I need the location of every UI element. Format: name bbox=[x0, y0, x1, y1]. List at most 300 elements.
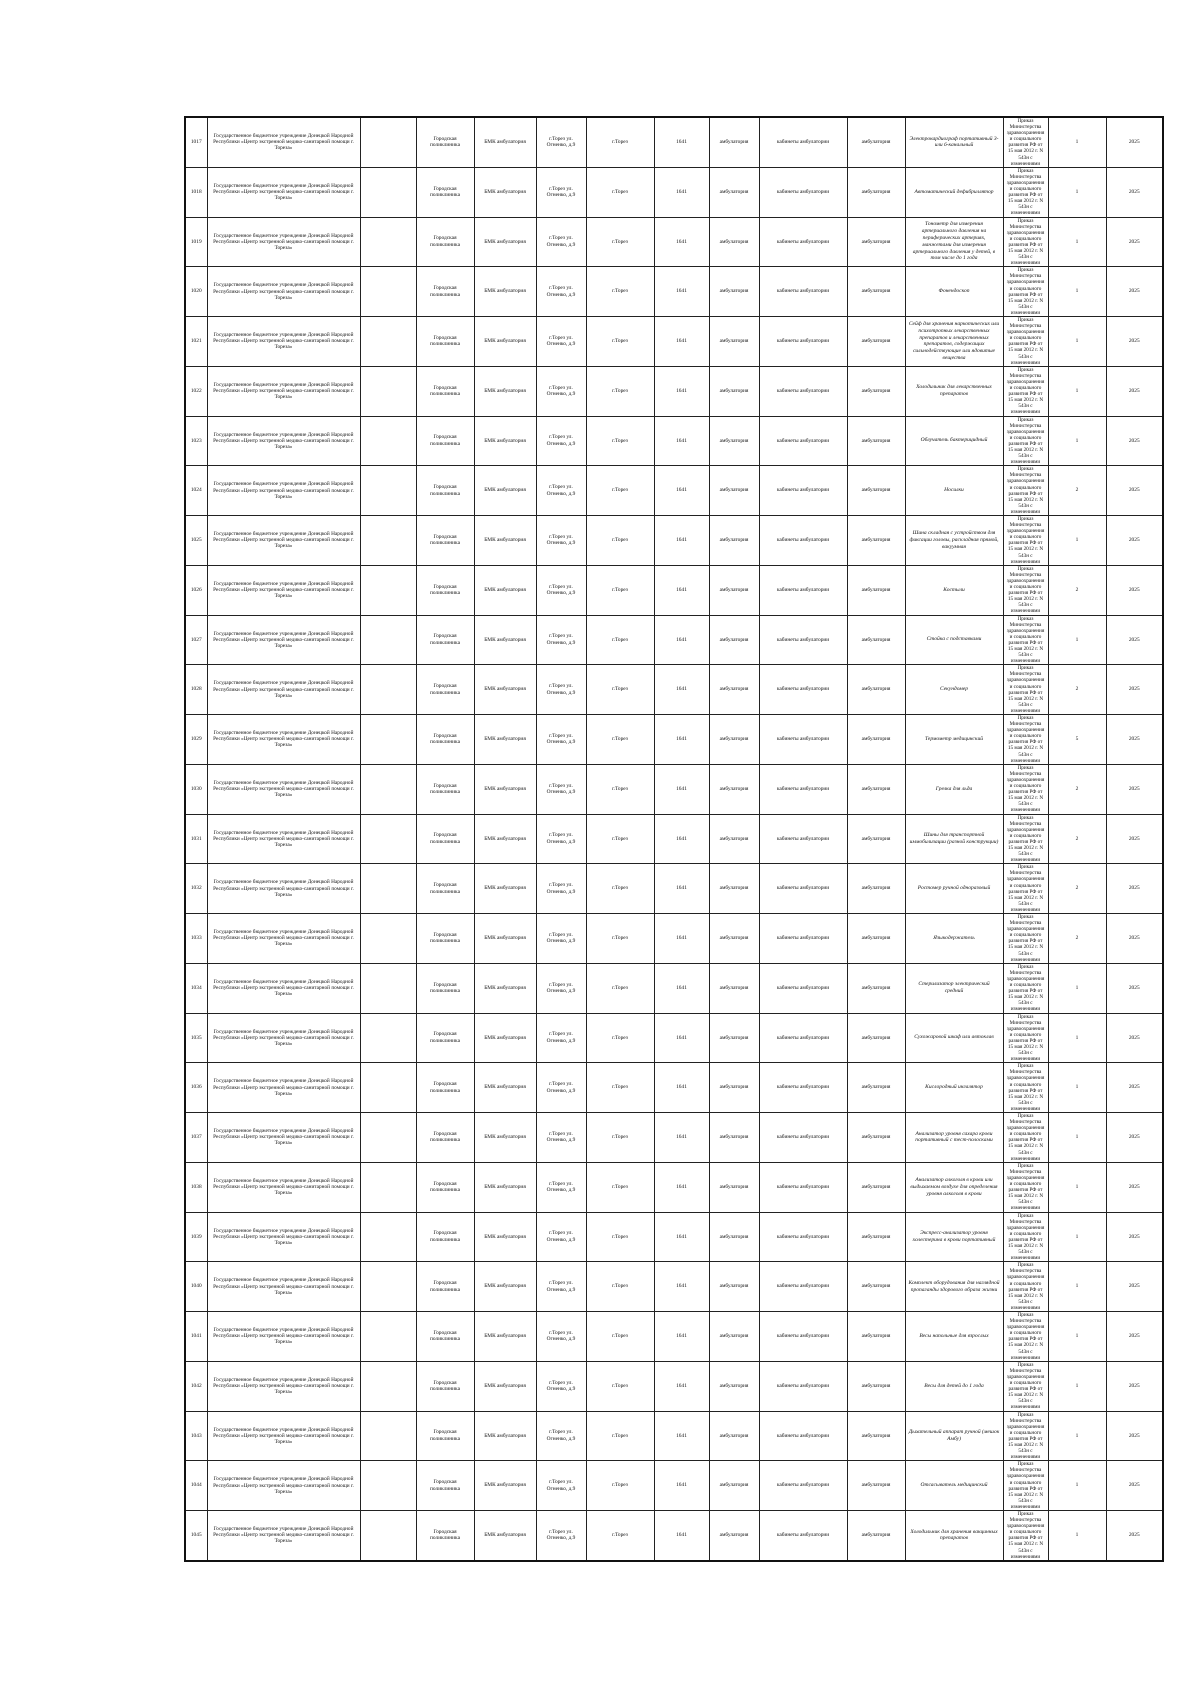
blank-cell bbox=[360, 1411, 416, 1461]
unit2-cell: амбулатория bbox=[847, 167, 905, 217]
norm-document-cell: Приказ Министерства здравоохранения и социального развития РФ от 15 мая 2012 г. N 543н с изменениями bbox=[1003, 1212, 1048, 1262]
city-cell: г.Торез bbox=[586, 317, 654, 367]
year-cell: 2025 bbox=[1106, 914, 1163, 964]
quantity-cell: 1 bbox=[1048, 366, 1106, 416]
unit2-cell: амбулатория bbox=[847, 1411, 905, 1461]
unit2-cell: амбулатория bbox=[847, 317, 905, 367]
district-cell: Городская поликлиника bbox=[416, 1411, 474, 1461]
city-cell: г.Торез bbox=[586, 1511, 654, 1561]
equipment-name: Фонендоскоп bbox=[905, 267, 1003, 317]
equipment-name: Ростомер ручной одноразовый bbox=[905, 864, 1003, 914]
cabinet-cell: кабинеты амбулатории bbox=[759, 1461, 847, 1511]
norm-document-cell: Приказ Министерства здравоохранения и социального развития РФ от 15 мая 2012 г. N 543н с изменениями bbox=[1003, 615, 1048, 665]
blank-cell bbox=[360, 317, 416, 367]
facility-type-cell: БМК амбулатория bbox=[474, 1113, 536, 1163]
blank-cell bbox=[360, 963, 416, 1013]
row-number: 1033 bbox=[185, 914, 207, 964]
equipment-name: Анализатор алкоголя в крови или выдыхаемом воздухе для определения уровня алкоголя в крови bbox=[905, 1162, 1003, 1212]
quantity-cell: 1 bbox=[1048, 167, 1106, 217]
row-number: 1029 bbox=[185, 715, 207, 765]
blank-cell bbox=[360, 1312, 416, 1362]
address-cell: г.Торез ул. Огненко, д.9 bbox=[536, 267, 586, 317]
facility-type-cell: БМК амбулатория bbox=[474, 665, 536, 715]
cabinet-cell: кабинеты амбулатории bbox=[759, 267, 847, 317]
facility-type-cell: БМК амбулатория bbox=[474, 516, 536, 566]
organization-name: Государственное бюджетное учреждение Донецкой Народной Республики «Центр экстренной медико-санитарной помощи г. Тореза» bbox=[207, 1113, 360, 1163]
blank-cell bbox=[360, 1461, 416, 1511]
organization-name: Государственное бюджетное учреждение Донецкой Народной Республики «Центр экстренной медико-санитарной помощи г. Тореза» bbox=[207, 217, 360, 267]
district-cell: Городская поликлиника bbox=[416, 1162, 474, 1212]
unit2-cell: амбулатория bbox=[847, 864, 905, 914]
facility-type-cell: БМК амбулатория bbox=[474, 814, 536, 864]
cabinet-cell: кабинеты амбулатории bbox=[759, 615, 847, 665]
unit-cell: амбулатория bbox=[709, 1361, 759, 1411]
blank-cell bbox=[360, 1262, 416, 1312]
cabinet-cell: кабинеты амбулатории bbox=[759, 1312, 847, 1362]
equipment-name: Сейф для хранения наркотических или психотропных лекарственных препаратов и лекарственных препаратов, содержащих сильнодействующие или ядовитые вещества bbox=[905, 317, 1003, 367]
unit2-cell: амбулатория bbox=[847, 1312, 905, 1362]
row-number: 1044 bbox=[185, 1461, 207, 1511]
city-cell: г.Торез bbox=[586, 764, 654, 814]
city-cell: г.Торез bbox=[586, 167, 654, 217]
blank-cell bbox=[360, 1113, 416, 1163]
district-cell: Городская поликлиника bbox=[416, 1013, 474, 1063]
norm-document-cell: Приказ Министерства здравоохранения и социального развития РФ от 15 мая 2012 г. N 543н с изменениями bbox=[1003, 167, 1048, 217]
blank-cell bbox=[360, 366, 416, 416]
unit-cell: амбулатория bbox=[709, 615, 759, 665]
table-row bbox=[185, 715, 1163, 765]
address-cell: г.Торез ул. Огненко, д.9 bbox=[536, 1312, 586, 1362]
unit-cell: амбулатория bbox=[709, 814, 759, 864]
facility-type-cell: БМК амбулатория bbox=[474, 715, 536, 765]
table-row bbox=[185, 1411, 1163, 1461]
address-cell: г.Торез ул. Огненко, д.9 bbox=[536, 764, 586, 814]
blank-cell bbox=[360, 715, 416, 765]
facility-type-cell: БМК амбулатория bbox=[474, 1162, 536, 1212]
equipment-name: Электрокардиограф портативный 3-или 6-канальный bbox=[905, 117, 1003, 167]
norm-document-cell: Приказ Министерства здравоохранения и социального развития РФ от 15 мая 2012 г. N 543н с изменениями bbox=[1003, 1461, 1048, 1511]
row-number: 1024 bbox=[185, 466, 207, 516]
code-cell: 1641 bbox=[654, 1411, 709, 1461]
code-cell: 1641 bbox=[654, 516, 709, 566]
facility-type-cell: БМК амбулатория bbox=[474, 117, 536, 167]
district-cell: Городская поликлиника bbox=[416, 1113, 474, 1163]
organization-name: Государственное бюджетное учреждение Донецкой Народной Республики «Центр экстренной медико-санитарной помощи г. Тореза» bbox=[207, 1063, 360, 1113]
quantity-cell: 2 bbox=[1048, 466, 1106, 516]
equipment-name: Языкодержатель bbox=[905, 914, 1003, 964]
city-cell: г.Торез bbox=[586, 117, 654, 167]
quantity-cell: 1 bbox=[1048, 1361, 1106, 1411]
unit-cell: амбулатория bbox=[709, 217, 759, 267]
row-number: 1022 bbox=[185, 366, 207, 416]
table-row bbox=[185, 1013, 1163, 1063]
city-cell: г.Торез bbox=[586, 416, 654, 466]
address-cell: г.Торез ул. Огненко, д.9 bbox=[536, 466, 586, 516]
row-number: 1043 bbox=[185, 1411, 207, 1461]
organization-name: Государственное бюджетное учреждение Донецкой Народной Республики «Центр экстренной медико-санитарной помощи г. Тореза» bbox=[207, 1262, 360, 1312]
norm-document-cell: Приказ Министерства здравоохранения и социального развития РФ от 15 мая 2012 г. N 543н с изменениями bbox=[1003, 864, 1048, 914]
city-cell: г.Торез bbox=[586, 1162, 654, 1212]
blank-cell bbox=[360, 1162, 416, 1212]
unit-cell: амбулатория bbox=[709, 764, 759, 814]
quantity-cell: 2 bbox=[1048, 565, 1106, 615]
table-row bbox=[185, 117, 1163, 167]
norm-document-cell: Приказ Министерства здравоохранения и социального развития РФ от 15 мая 2012 г. N 543н с изменениями bbox=[1003, 267, 1048, 317]
facility-type-cell: БМК амбулатория bbox=[474, 864, 536, 914]
district-cell: Городская поликлиника bbox=[416, 366, 474, 416]
equipment-name: Костыли bbox=[905, 565, 1003, 615]
cabinet-cell: кабинеты амбулатории bbox=[759, 217, 847, 267]
address-cell: г.Торез ул. Огненко, д.9 bbox=[536, 665, 586, 715]
code-cell: 1641 bbox=[654, 1312, 709, 1362]
row-number: 1036 bbox=[185, 1063, 207, 1113]
norm-document-cell: Приказ Министерства здравоохранения и социального развития РФ от 15 мая 2012 г. N 543н с изменениями bbox=[1003, 1113, 1048, 1163]
code-cell: 1641 bbox=[654, 864, 709, 914]
cabinet-cell: кабинеты амбулатории bbox=[759, 914, 847, 964]
district-cell: Городская поликлиника bbox=[416, 1262, 474, 1312]
row-number: 1035 bbox=[185, 1013, 207, 1063]
norm-document-cell: Приказ Министерства здравоохранения и социального развития РФ от 15 мая 2012 г. N 543н с изменениями bbox=[1003, 565, 1048, 615]
district-cell: Городская поликлиника bbox=[416, 1461, 474, 1511]
unit-cell: амбулатория bbox=[709, 1411, 759, 1461]
equipment-name: Весы для детей до 1 года bbox=[905, 1361, 1003, 1411]
address-cell: г.Торез ул. Огненко, д.9 bbox=[536, 1411, 586, 1461]
year-cell: 2025 bbox=[1106, 814, 1163, 864]
row-number: 1039 bbox=[185, 1212, 207, 1262]
code-cell: 1641 bbox=[654, 814, 709, 864]
facility-type-cell: БМК амбулатория bbox=[474, 416, 536, 466]
unit-cell: амбулатория bbox=[709, 565, 759, 615]
district-cell: Городская поликлиника bbox=[416, 1212, 474, 1262]
quantity-cell: 1 bbox=[1048, 1212, 1106, 1262]
table-row bbox=[185, 665, 1163, 715]
table-row bbox=[185, 764, 1163, 814]
quantity-cell: 1 bbox=[1048, 1063, 1106, 1113]
unit-cell: амбулатория bbox=[709, 366, 759, 416]
norm-document-cell: Приказ Министерства здравоохранения и социального развития РФ от 15 мая 2012 г. N 543н с изменениями bbox=[1003, 416, 1048, 466]
organization-name: Государственное бюджетное учреждение Донецкой Народной Республики «Центр экстренной медико-санитарной помощи г. Тореза» bbox=[207, 1162, 360, 1212]
equipment-name: Кислородный ингалятор bbox=[905, 1063, 1003, 1113]
city-cell: г.Торез bbox=[586, 665, 654, 715]
cabinet-cell: кабинеты амбулатории bbox=[759, 167, 847, 217]
norm-document-cell: Приказ Министерства здравоохранения и социального развития РФ от 15 мая 2012 г. N 543н с изменениями bbox=[1003, 1411, 1048, 1461]
table-row bbox=[185, 416, 1163, 466]
cabinet-cell: кабинеты амбулатории bbox=[759, 1262, 847, 1312]
quantity-cell: 1 bbox=[1048, 217, 1106, 267]
organization-name: Государственное бюджетное учреждение Донецкой Народной Республики «Центр экстренной медико-санитарной помощи г. Тореза» bbox=[207, 914, 360, 964]
organization-name: Государственное бюджетное учреждение Донецкой Народной Республики «Центр экстренной медико-санитарной помощи г. Тореза» bbox=[207, 764, 360, 814]
code-cell: 1641 bbox=[654, 764, 709, 814]
unit-cell: амбулатория bbox=[709, 665, 759, 715]
year-cell: 2025 bbox=[1106, 1511, 1163, 1561]
city-cell: г.Торез bbox=[586, 963, 654, 1013]
table-row bbox=[185, 366, 1163, 416]
unit2-cell: амбулатория bbox=[847, 1063, 905, 1113]
unit2-cell: амбулатория bbox=[847, 764, 905, 814]
address-cell: г.Торез ул. Огненко, д.9 bbox=[536, 615, 586, 665]
code-cell: 1641 bbox=[654, 1162, 709, 1212]
table-row bbox=[185, 963, 1163, 1013]
district-cell: Городская поликлиника bbox=[416, 416, 474, 466]
district-cell: Городская поликлиника bbox=[416, 516, 474, 566]
row-number: 1037 bbox=[185, 1113, 207, 1163]
facility-type-cell: БМК амбулатория bbox=[474, 167, 536, 217]
table-row bbox=[185, 1312, 1163, 1362]
quantity-cell: 1 bbox=[1048, 1461, 1106, 1511]
city-cell: г.Торез bbox=[586, 1312, 654, 1362]
unit2-cell: амбулатория bbox=[847, 1511, 905, 1561]
city-cell: г.Торез bbox=[586, 864, 654, 914]
year-cell: 2025 bbox=[1106, 1212, 1163, 1262]
year-cell: 2025 bbox=[1106, 1461, 1163, 1511]
cabinet-cell: кабинеты амбулатории bbox=[759, 1361, 847, 1411]
district-cell: Городская поликлиника bbox=[416, 317, 474, 367]
organization-name: Государственное бюджетное учреждение Донецкой Народной Республики «Центр экстренной медико-санитарной помощи г. Тореза» bbox=[207, 715, 360, 765]
year-cell: 2025 bbox=[1106, 366, 1163, 416]
quantity-cell: 1 bbox=[1048, 1411, 1106, 1461]
code-cell: 1641 bbox=[654, 366, 709, 416]
unit2-cell: амбулатория bbox=[847, 1162, 905, 1212]
address-cell: г.Торез ул. Огненко, д.9 bbox=[536, 1063, 586, 1113]
city-cell: г.Торез bbox=[586, 466, 654, 516]
equipment-name: Стойка с подставками bbox=[905, 615, 1003, 665]
blank-cell bbox=[360, 1013, 416, 1063]
facility-type-cell: БМК амбулатория bbox=[474, 764, 536, 814]
facility-type-cell: БМК амбулатория bbox=[474, 1411, 536, 1461]
equipment-name: Холодильник для лекарственных препаратов bbox=[905, 366, 1003, 416]
row-number: 1045 bbox=[185, 1511, 207, 1561]
facility-type-cell: БМК амбулатория bbox=[474, 1511, 536, 1561]
facility-type-cell: БМК амбулатория bbox=[474, 366, 536, 416]
district-cell: Городская поликлиника bbox=[416, 1063, 474, 1113]
code-cell: 1641 bbox=[654, 317, 709, 367]
row-number: 1018 bbox=[185, 167, 207, 217]
organization-name: Государственное бюджетное учреждение Донецкой Народной Республики «Центр экстренной медико-санитарной помощи г. Тореза» bbox=[207, 317, 360, 367]
equipment-name: Облучатель бактерицидный bbox=[905, 416, 1003, 466]
code-cell: 1641 bbox=[654, 1113, 709, 1163]
table-row bbox=[185, 914, 1163, 964]
table-row bbox=[185, 615, 1163, 665]
cabinet-cell: кабинеты амбулатории bbox=[759, 864, 847, 914]
district-cell: Городская поликлиника bbox=[416, 665, 474, 715]
unit-cell: амбулатория bbox=[709, 1113, 759, 1163]
unit2-cell: амбулатория bbox=[847, 117, 905, 167]
unit-cell: амбулатория bbox=[709, 864, 759, 914]
city-cell: г.Торез bbox=[586, 814, 654, 864]
year-cell: 2025 bbox=[1106, 715, 1163, 765]
blank-cell bbox=[360, 267, 416, 317]
year-cell: 2025 bbox=[1106, 516, 1163, 566]
year-cell: 2025 bbox=[1106, 764, 1163, 814]
unit2-cell: амбулатория bbox=[847, 914, 905, 964]
row-number: 1038 bbox=[185, 1162, 207, 1212]
blank-cell bbox=[360, 914, 416, 964]
code-cell: 1641 bbox=[654, 267, 709, 317]
row-number: 1028 bbox=[185, 665, 207, 715]
table-row bbox=[185, 814, 1163, 864]
city-cell: г.Торез bbox=[586, 1411, 654, 1461]
city-cell: г.Торез bbox=[586, 1113, 654, 1163]
equipment-name: Сухожаровой шкаф или автоклав bbox=[905, 1013, 1003, 1063]
district-cell: Городская поликлиника bbox=[416, 914, 474, 964]
unit-cell: амбулатория bbox=[709, 416, 759, 466]
organization-name: Государственное бюджетное учреждение Донецкой Народной Республики «Центр экстренной медико-санитарной помощи г. Тореза» bbox=[207, 1511, 360, 1561]
quantity-cell: 2 bbox=[1048, 814, 1106, 864]
row-number: 1034 bbox=[185, 963, 207, 1013]
equipment-name: Тонометр для измерения артериального давления на периферических артериях, манжетами для измерения артериального давления у детей, в том числе до 1 года bbox=[905, 217, 1003, 267]
unit-cell: амбулатория bbox=[709, 1312, 759, 1362]
quantity-cell: 5 bbox=[1048, 715, 1106, 765]
cabinet-cell: кабинеты амбулатории bbox=[759, 1212, 847, 1262]
code-cell: 1641 bbox=[654, 1511, 709, 1561]
norm-document-cell: Приказ Министерства здравоохранения и социального развития РФ от 15 мая 2012 г. N 543н с изменениями bbox=[1003, 317, 1048, 367]
cabinet-cell: кабинеты амбулатории bbox=[759, 416, 847, 466]
quantity-cell: 1 bbox=[1048, 1113, 1106, 1163]
code-cell: 1641 bbox=[654, 1212, 709, 1262]
quantity-cell: 1 bbox=[1048, 963, 1106, 1013]
unit-cell: амбулатория bbox=[709, 317, 759, 367]
facility-type-cell: БМК амбулатория bbox=[474, 1212, 536, 1262]
year-cell: 2025 bbox=[1106, 466, 1163, 516]
unit2-cell: амбулатория bbox=[847, 516, 905, 566]
equipment-name: Стерилизатор электрический средний bbox=[905, 963, 1003, 1013]
organization-name: Государственное бюджетное учреждение Донецкой Народной Республики «Центр экстренной медико-санитарной помощи г. Тореза» bbox=[207, 267, 360, 317]
city-cell: г.Торез bbox=[586, 1013, 654, 1063]
cabinet-cell: кабинеты амбулатории bbox=[759, 1113, 847, 1163]
blank-cell bbox=[360, 615, 416, 665]
table-row bbox=[185, 516, 1163, 566]
organization-name: Государственное бюджетное учреждение Донецкой Народной Республики «Центр экстренной медико-санитарной помощи г. Тореза» bbox=[207, 516, 360, 566]
code-cell: 1641 bbox=[654, 167, 709, 217]
cabinet-cell: кабинеты амбулатории bbox=[759, 317, 847, 367]
address-cell: г.Торез ул. Огненко, д.9 bbox=[536, 217, 586, 267]
blank-cell bbox=[360, 167, 416, 217]
quantity-cell: 1 bbox=[1048, 1312, 1106, 1362]
facility-type-cell: БМК амбулатория bbox=[474, 1361, 536, 1411]
cabinet-cell: кабинеты амбулатории bbox=[759, 963, 847, 1013]
year-cell: 2025 bbox=[1106, 267, 1163, 317]
row-number: 1025 bbox=[185, 516, 207, 566]
table-row bbox=[185, 167, 1163, 217]
year-cell: 2025 bbox=[1106, 1262, 1163, 1312]
quantity-cell: 2 bbox=[1048, 764, 1106, 814]
organization-name: Государственное бюджетное учреждение Донецкой Народной Республики «Центр экстренной медико-санитарной помощи г. Тореза» bbox=[207, 1361, 360, 1411]
city-cell: г.Торез bbox=[586, 1361, 654, 1411]
facility-type-cell: БМК амбулатория bbox=[474, 914, 536, 964]
organization-name: Государственное бюджетное учреждение Донецкой Народной Республики «Центр экстренной медико-санитарной помощи г. Тореза» bbox=[207, 1212, 360, 1262]
address-cell: г.Торез ул. Огненко, д.9 bbox=[536, 715, 586, 765]
unit2-cell: амбулатория bbox=[847, 715, 905, 765]
facility-type-cell: БМК амбулатория bbox=[474, 317, 536, 367]
facility-type-cell: БМК амбулатория bbox=[474, 267, 536, 317]
year-cell: 2025 bbox=[1106, 1063, 1163, 1113]
year-cell: 2025 bbox=[1106, 416, 1163, 466]
address-cell: г.Торез ул. Огненко, д.9 bbox=[536, 1262, 586, 1312]
unit2-cell: амбулатория bbox=[847, 366, 905, 416]
year-cell: 2025 bbox=[1106, 864, 1163, 914]
blank-cell bbox=[360, 1063, 416, 1113]
address-cell: г.Торез ул. Огненко, д.9 bbox=[536, 1113, 586, 1163]
unit2-cell: амбулатория bbox=[847, 565, 905, 615]
equipment-name: Комплект оборудования для наглядной пропаганды здорового образа жизни bbox=[905, 1262, 1003, 1312]
cabinet-cell: кабинеты амбулатории bbox=[759, 117, 847, 167]
table-row bbox=[185, 217, 1163, 267]
city-cell: г.Торез bbox=[586, 1212, 654, 1262]
code-cell: 1641 bbox=[654, 466, 709, 516]
unit2-cell: амбулатория bbox=[847, 416, 905, 466]
district-cell: Городская поликлиника bbox=[416, 217, 474, 267]
code-cell: 1641 bbox=[654, 615, 709, 665]
table-row bbox=[185, 1461, 1163, 1511]
year-cell: 2025 bbox=[1106, 1361, 1163, 1411]
blank-cell bbox=[360, 565, 416, 615]
address-cell: г.Торез ул. Огненко, д.9 bbox=[536, 1461, 586, 1511]
year-cell: 2025 bbox=[1106, 1162, 1163, 1212]
unit-cell: амбулатория bbox=[709, 267, 759, 317]
address-cell: г.Торез ул. Огненко, д.9 bbox=[536, 416, 586, 466]
unit-cell: амбулатория bbox=[709, 715, 759, 765]
unit-cell: амбулатория bbox=[709, 167, 759, 217]
unit-cell: амбулатория bbox=[709, 1511, 759, 1561]
cabinet-cell: кабинеты амбулатории bbox=[759, 466, 847, 516]
unit-cell: амбулатория bbox=[709, 1162, 759, 1212]
norm-document-cell: Приказ Министерства здравоохранения и социального развития РФ от 15 мая 2012 г. N 543н с изменениями bbox=[1003, 665, 1048, 715]
quantity-cell: 2 bbox=[1048, 665, 1106, 715]
year-cell: 2025 bbox=[1106, 317, 1163, 367]
year-cell: 2025 bbox=[1106, 963, 1163, 1013]
city-cell: г.Торез bbox=[586, 1063, 654, 1113]
quantity-cell: 1 bbox=[1048, 317, 1106, 367]
code-cell: 1641 bbox=[654, 1262, 709, 1312]
city-cell: г.Торез bbox=[586, 565, 654, 615]
unit2-cell: амбулатория bbox=[847, 217, 905, 267]
unit-cell: амбулатория bbox=[709, 1461, 759, 1511]
cabinet-cell: кабинеты амбулатории bbox=[759, 1162, 847, 1212]
norm-document-cell: Приказ Министерства здравоохранения и социального развития РФ от 15 мая 2012 г. N 543н с изменениями bbox=[1003, 1063, 1048, 1113]
cabinet-cell: кабинеты амбулатории bbox=[759, 814, 847, 864]
unit-cell: амбулатория bbox=[709, 914, 759, 964]
facility-type-cell: БМК амбулатория bbox=[474, 565, 536, 615]
address-cell: г.Торез ул. Огненко, д.9 bbox=[536, 864, 586, 914]
cabinet-cell: кабинеты амбулатории bbox=[759, 1063, 847, 1113]
row-number: 1023 bbox=[185, 416, 207, 466]
facility-type-cell: БМК амбулатория bbox=[474, 1262, 536, 1312]
cabinet-cell: кабинеты амбулатории bbox=[759, 1013, 847, 1063]
quantity-cell: 1 bbox=[1048, 117, 1106, 167]
facility-type-cell: БМК амбулатория bbox=[474, 466, 536, 516]
table-row bbox=[185, 1063, 1163, 1113]
organization-name: Государственное бюджетное учреждение Донецкой Народной Республики «Центр экстренной медико-санитарной помощи г. Тореза» bbox=[207, 466, 360, 516]
district-cell: Городская поликлиника bbox=[416, 267, 474, 317]
equipment-name: Анализатор уровня сахара крови портативный с тест-полосками bbox=[905, 1113, 1003, 1163]
organization-name: Государственное бюджетное учреждение Донецкой Народной Республики «Центр экстренной медико-санитарной помощи г. Тореза» bbox=[207, 117, 360, 167]
table-row bbox=[185, 1113, 1163, 1163]
norm-document-cell: Приказ Министерства здравоохранения и социального развития РФ от 15 мая 2012 г. N 543н с изменениями bbox=[1003, 1511, 1048, 1561]
quantity-cell: 1 bbox=[1048, 1511, 1106, 1561]
address-cell: г.Торез ул. Огненко, д.9 bbox=[536, 1511, 586, 1561]
year-cell: 2025 bbox=[1106, 1312, 1163, 1362]
row-number: 1032 bbox=[185, 864, 207, 914]
organization-name: Государственное бюджетное учреждение Донецкой Народной Республики «Центр экстренной медико-санитарной помощи г. Тореза» bbox=[207, 366, 360, 416]
district-cell: Городская поликлиника bbox=[416, 117, 474, 167]
facility-type-cell: БМК амбулатория bbox=[474, 1312, 536, 1362]
equipment-name: Автоматический дефибриллятор bbox=[905, 167, 1003, 217]
blank-cell bbox=[360, 117, 416, 167]
row-number: 1020 bbox=[185, 267, 207, 317]
blank-cell bbox=[360, 416, 416, 466]
blank-cell bbox=[360, 864, 416, 914]
equipment-table-body bbox=[185, 117, 1163, 1561]
